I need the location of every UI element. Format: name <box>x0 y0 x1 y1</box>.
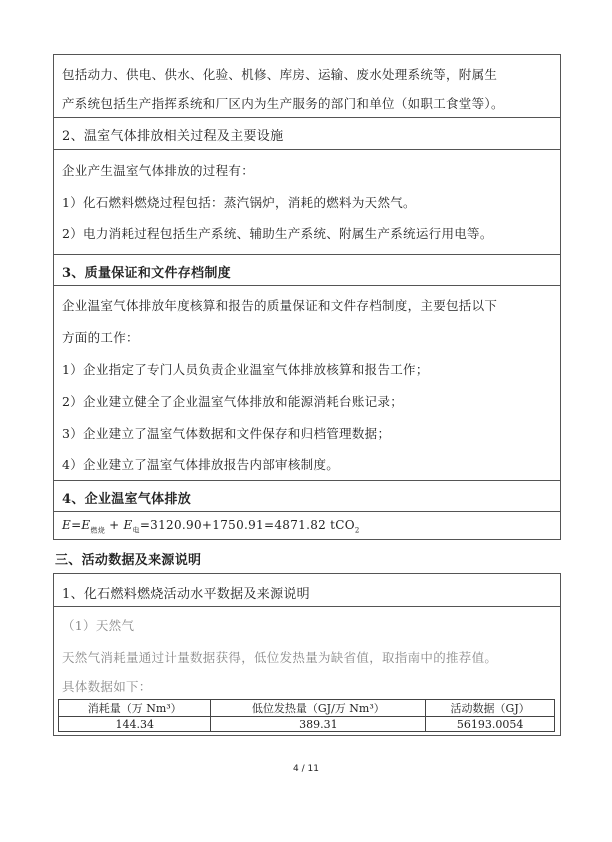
section-3-line-5: 3）企业建立了温室气体数据和文件保存和归档管理数据； <box>62 426 391 441</box>
formula-e1: E <box>81 518 91 532</box>
page-number: 4 / 11 <box>293 764 319 774</box>
divider <box>54 117 560 118</box>
table-header-cell: 低位发热量（GJ/万 Nm³） <box>211 700 426 717</box>
formula-e: E <box>62 518 72 532</box>
activity-data-table <box>58 699 555 732</box>
section-3-line-2: 方面的工作： <box>62 330 139 345</box>
divider <box>54 254 560 255</box>
section-2-line-1: 企业产生温室气体排放的过程有： <box>62 163 255 178</box>
natural-gas-line-1: 天然气消耗量通过计量数据获得，低位发热量为缺省值，取指南中的推荐值。 <box>62 650 498 665</box>
intro-line-2: 产系统包括生产指挥系统和厂区内为生产服务的部门和单位（如职工食堂等）。 <box>62 96 504 111</box>
table-header-row <box>59 700 555 717</box>
section-2-heading: 2、温室气体排放相关过程及主要设施 <box>62 129 284 144</box>
divider <box>54 480 560 481</box>
table-cell: 56193.0054 <box>426 717 555 732</box>
formula-sub-electricity: 电 <box>132 526 140 535</box>
table-cell: 144.34 <box>59 717 211 732</box>
formula-eq: = <box>71 518 82 532</box>
formula-result: =3120.90+1750.91=4871.82 tCO <box>139 518 355 532</box>
section-3-line-6: 4）企业建立了温室气体排放报告内部审核制度。 <box>62 457 340 472</box>
intro-line-1: 包括动力、供电、供水、化验、机修、库房、运输、废水处理系统等，附属生 <box>62 67 498 82</box>
formula-sub-co2: 2 <box>354 526 360 535</box>
formula-e2: E <box>123 518 133 532</box>
table-header-cell: 活动数据（GJ） <box>426 700 555 717</box>
formula-sub-combustion: 燃烧 <box>90 526 106 535</box>
divider <box>54 149 560 150</box>
content-box-2 <box>53 573 561 736</box>
section-3-heading: 3、质量保证和文件存档制度 <box>62 266 231 281</box>
section-3-line-3: 1）企业指定了专门人员负责企业温室气体排放核算和报告工作； <box>62 362 429 377</box>
table-header-cell: 消耗量（万 Nm³） <box>59 700 211 717</box>
emission-formula <box>62 518 360 535</box>
natural-gas-line-2: 具体数据如下： <box>62 679 152 694</box>
divider <box>54 606 560 607</box>
section-3-line-1: 企业温室气体排放年度核算和报告的质量保证和文件存档制度，主要包括以下 <box>62 298 498 313</box>
section-4-heading: 4、企业温室气体排放 <box>62 492 192 507</box>
formula-plus: + <box>109 518 120 532</box>
divider <box>54 511 560 512</box>
section-three-heading: 三、活动数据及来源说明 <box>55 553 202 568</box>
section-3-line-4: 2）企业建立健全了企业温室气体排放和能源消耗台账记录； <box>62 394 404 409</box>
content-box-1 <box>53 54 561 540</box>
fossil-fuel-heading: 1、化石燃料燃烧活动水平数据及来源说明 <box>62 587 310 602</box>
section-2-line-2: 1）化石燃料燃烧过程包括：蒸汽锅炉，消耗的燃料为天然气。 <box>62 195 416 210</box>
table-cell: 389.31 <box>211 717 426 732</box>
divider <box>54 285 560 286</box>
section-2-line-3: 2）电力消耗过程包括生产系统、辅助生产系统、附属生产系统运行用电等。 <box>62 226 493 241</box>
natural-gas-heading: （1）天然气 <box>62 618 135 633</box>
table-row <box>59 717 555 732</box>
